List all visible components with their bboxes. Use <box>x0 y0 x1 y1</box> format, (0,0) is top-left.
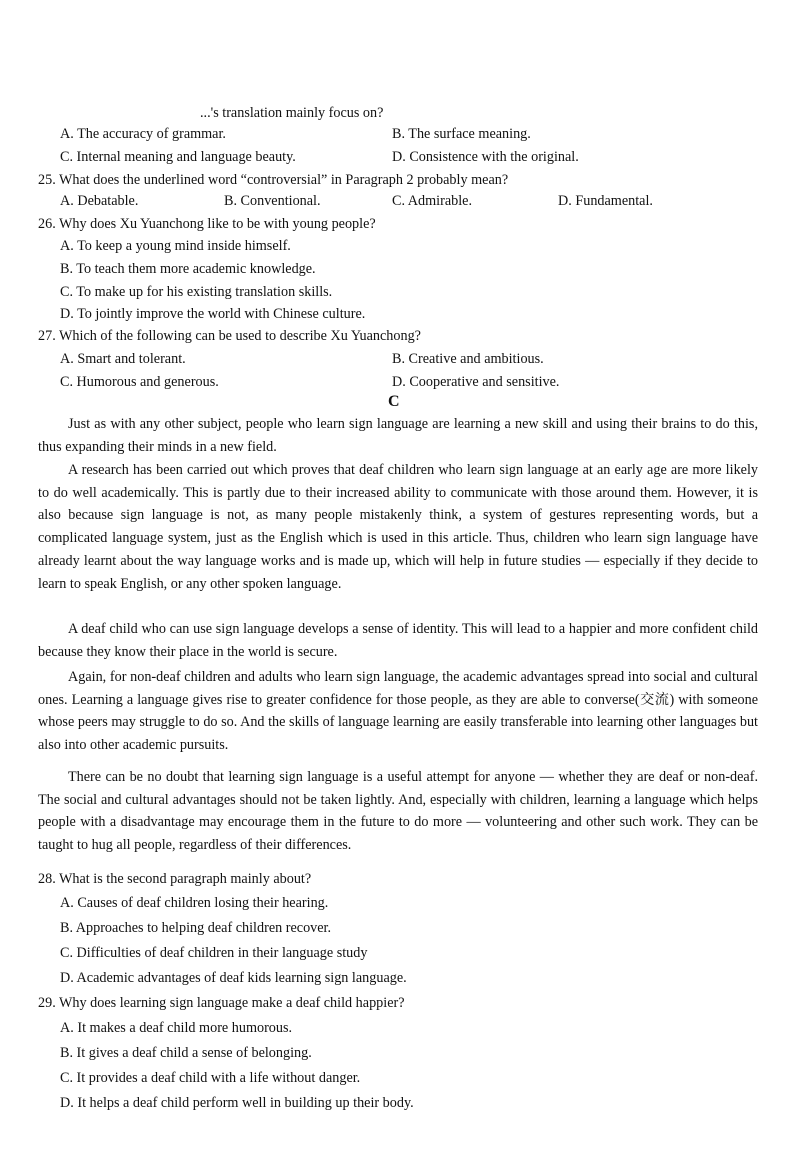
q29-option-a: A. It makes a deaf child more humorous. <box>60 1020 293 1036</box>
q25-option-b: B. Conventional. <box>224 193 321 209</box>
q27-option-b: B. Creative and ambitious. <box>392 351 544 367</box>
passage-paragraph-3: A deaf child who can use sign language develops a sense of identity. This will lead to a happier and more confident child because they know their place in the world is secure. <box>38 621 758 660</box>
question-29: 29. Why does learning sign language make a deaf child happier? <box>38 995 405 1011</box>
q27-option-a: A. Smart and tolerant. <box>60 351 186 367</box>
q25-option-c: C. Admirable. <box>392 193 472 209</box>
q26-option-d: D. To jointly improve the world with Chinese culture. <box>60 306 366 322</box>
section-heading-c: C <box>388 393 400 410</box>
q28-option-d: D. Academic advantages of deaf kids learning sign language. <box>60 970 407 986</box>
q29-option-b: B. It gives a deaf child a sense of belonging. <box>60 1045 312 1061</box>
q25-option-a: A. Debatable. <box>60 193 139 209</box>
q28-option-b: B. Approaches to helping deaf children recover. <box>60 920 332 936</box>
q24-option-b: B. The surface meaning. <box>392 126 531 142</box>
q25-option-d: D. Fundamental. <box>558 193 653 209</box>
question-26: 26. Why does Xu Yuanchong like to be with young people? <box>38 216 376 232</box>
question-25: 25. What does the underlined word “controversial” in Paragraph 2 probably mean? <box>38 172 509 188</box>
q24-option-a: A. The accuracy of grammar. <box>60 126 226 142</box>
passage-paragraph-2: A research has been carried out which proves that deaf children who learn sign language at an early age are more likely to do well academically. This is partly due to their increased ability to communicate with those around them. However, it is also because sign language is not, as many people mistakenly think, a system of gestures representing words, but a complicated language system, just as the English which is used in this article. Thus, children who learn sign language have already learnt about the way language works and is made up, which will help in future studies — especially if they decide to learn to speak English, or any other spoken language. <box>38 462 758 592</box>
passage-paragraph-5: There can be no doubt that learning sign language is a useful attempt for anyone — whether they are deaf or non-deaf. The social and cultural advantages should not be taken lightly. And, especially with children, learning a language which helps people with a disadvantage may encourage them in the future to do more — volunteering and other such work. They can be taught to hug all people, regardless of their differences. <box>38 769 758 854</box>
q24-option-c: C. Internal meaning and language beauty. <box>60 149 296 165</box>
q29-option-d: D. It helps a deaf child perform well in building up their body. <box>60 1095 414 1111</box>
passage-paragraph-1: Just as with any other subject, people who learn sign language are learning a new skill and using their brains to do this, thus expanding their minds in a new field. <box>38 416 758 455</box>
q26-option-c: C. To make up for his existing translation skills. <box>60 284 333 300</box>
q28-option-c: C. Difficulties of deaf children in their language study <box>60 945 368 961</box>
q27-option-c: C. Humorous and generous. <box>60 374 219 390</box>
question-24-tail: ...'s translation mainly focus on? <box>200 105 384 121</box>
q24-option-d: D. Consistence with the original. <box>392 149 579 165</box>
q29-option-c: C. It provides a deaf child with a life without danger. <box>60 1070 361 1086</box>
q26-option-b: B. To teach them more academic knowledge. <box>60 261 316 277</box>
passage-paragraph-4: Again, for non-deaf children and adults who learn sign language, the academic advantages spread into social and cultural ones. Learning a language gives rise to greater confidence for those people, as they are able to converse(交流) with someone whose peers may struggle to do so. And the skills of language learning are easily transferable into learning other languages but also into other academic pursuits. <box>38 669 758 754</box>
question-28: 28. What is the second paragraph mainly about? <box>38 871 312 887</box>
question-27: 27. Which of the following can be used to describe Xu Yuanchong? <box>38 328 421 344</box>
q26-option-a: A. To keep a young mind inside himself. <box>60 238 291 254</box>
q27-option-d: D. Cooperative and sensitive. <box>392 374 560 390</box>
q28-option-a: A. Causes of deaf children losing their hearing. <box>60 895 329 911</box>
